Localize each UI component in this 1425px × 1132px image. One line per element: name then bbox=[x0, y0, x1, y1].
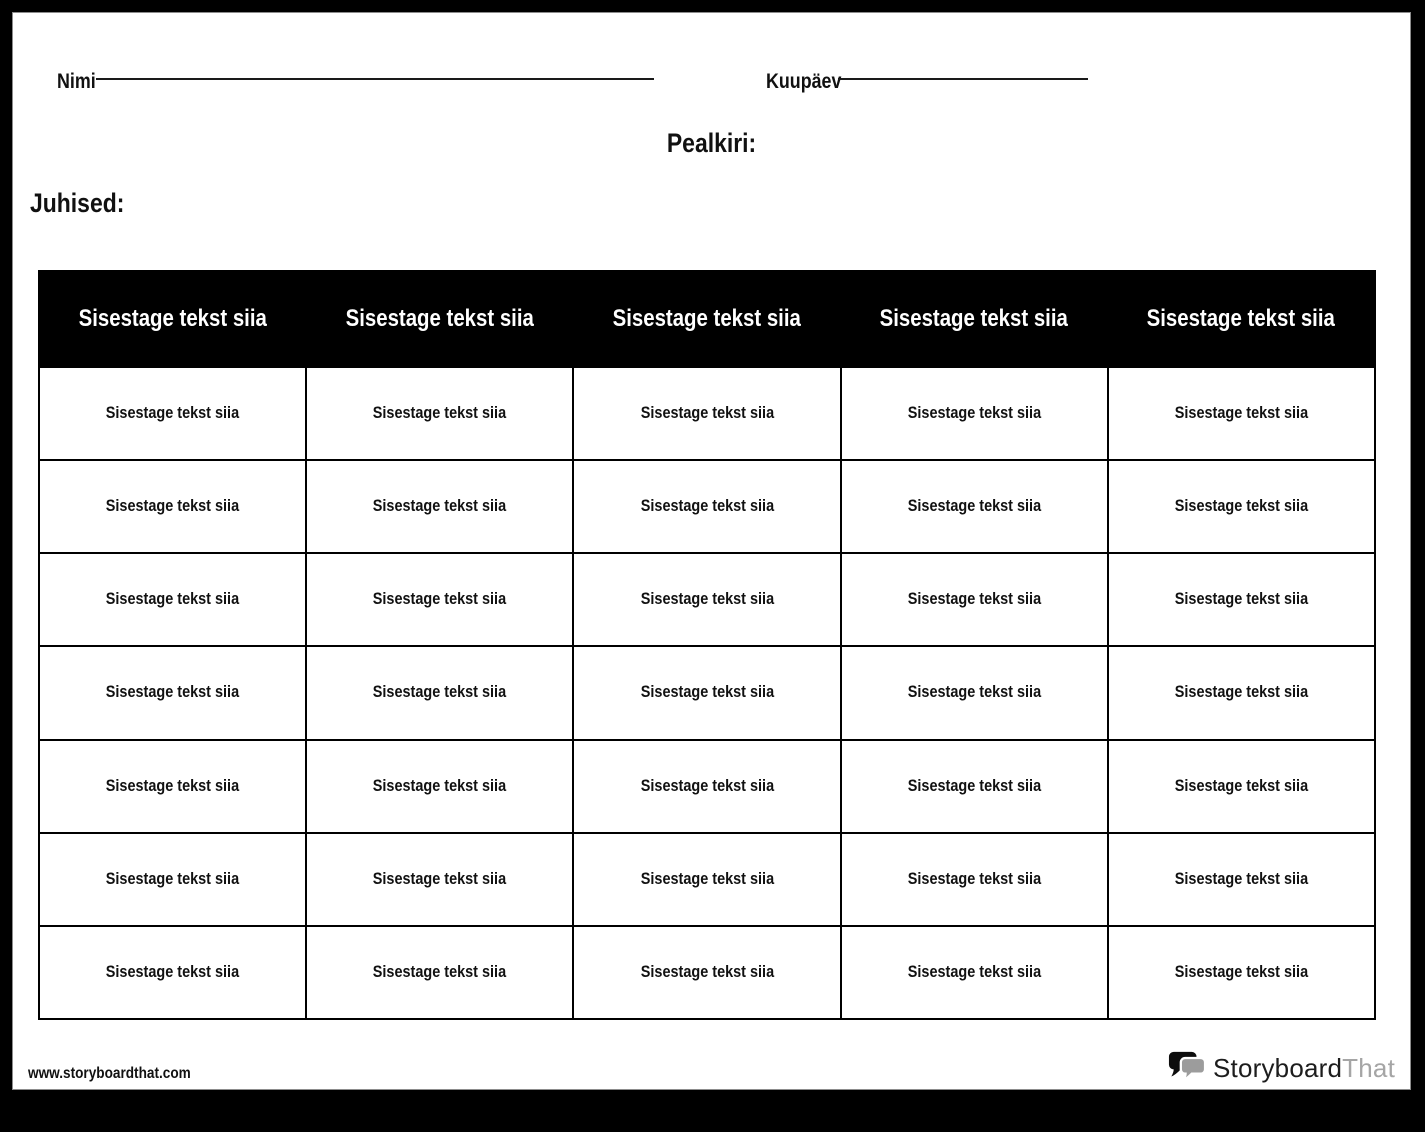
table-cell[interactable] bbox=[573, 460, 840, 553]
cell-text: Sisestage tekst siia bbox=[640, 961, 774, 981]
cell-text: Sisestage tekst siia bbox=[373, 775, 507, 795]
table-cell[interactable] bbox=[573, 553, 840, 646]
table-cell[interactable] bbox=[1108, 926, 1375, 1019]
name-field-label: Nimi bbox=[57, 70, 96, 93]
cell-text: Sisestage tekst siia bbox=[907, 775, 1041, 795]
date-field-label: Kuupäev bbox=[766, 70, 842, 93]
table-cell[interactable] bbox=[1108, 367, 1375, 460]
table-cell[interactable] bbox=[841, 740, 1108, 833]
header-cell-text: Sisestage tekst siia bbox=[880, 305, 1069, 332]
table-cell[interactable] bbox=[39, 367, 306, 460]
header-cell-text: Sisestage tekst siia bbox=[345, 305, 534, 332]
cell-text: Sisestage tekst siia bbox=[105, 589, 240, 609]
cell-text: Sisestage tekst siia bbox=[640, 496, 774, 516]
table-cell[interactable] bbox=[841, 926, 1108, 1019]
table-cell[interactable] bbox=[306, 740, 573, 833]
table-cell[interactable] bbox=[1108, 740, 1375, 833]
cell-text: Sisestage tekst siia bbox=[105, 961, 240, 981]
table-cell[interactable] bbox=[573, 367, 840, 460]
table-cell[interactable] bbox=[306, 367, 573, 460]
instructions-label: Juhised: bbox=[30, 188, 125, 218]
cell-text: Sisestage tekst siia bbox=[907, 868, 1041, 888]
cell-text: Sisestage tekst siia bbox=[640, 589, 774, 609]
table-cell[interactable] bbox=[841, 833, 1108, 926]
table-cell[interactable] bbox=[1108, 460, 1375, 553]
table-cell[interactable] bbox=[306, 646, 573, 739]
cell-text: Sisestage tekst siia bbox=[640, 682, 774, 702]
table-cell[interactable] bbox=[1108, 646, 1375, 739]
table-cell[interactable] bbox=[573, 740, 840, 833]
cell-text: Sisestage tekst siia bbox=[907, 496, 1041, 516]
table-cell[interactable] bbox=[39, 646, 306, 739]
table-cell[interactable] bbox=[573, 833, 840, 926]
table-cell[interactable] bbox=[39, 460, 306, 553]
name-input-line[interactable] bbox=[96, 58, 654, 80]
table-header-cell[interactable] bbox=[573, 271, 840, 367]
cell-text: Sisestage tekst siia bbox=[907, 589, 1041, 609]
cell-text: Sisestage tekst siia bbox=[373, 403, 507, 423]
table-cell[interactable] bbox=[306, 833, 573, 926]
table-cell[interactable] bbox=[39, 926, 306, 1019]
table-header-cell[interactable] bbox=[39, 271, 306, 367]
worksheet-table bbox=[38, 270, 1376, 1020]
table-row bbox=[39, 460, 1375, 553]
cell-text: Sisestage tekst siia bbox=[1174, 961, 1309, 981]
worksheet-page bbox=[12, 12, 1411, 1090]
cell-text: Sisestage tekst siia bbox=[1174, 868, 1309, 888]
table-cell[interactable] bbox=[573, 926, 840, 1019]
cell-text: Sisestage tekst siia bbox=[1174, 496, 1309, 516]
cell-text: Sisestage tekst siia bbox=[907, 403, 1041, 423]
table-cell[interactable] bbox=[841, 646, 1108, 739]
cell-text: Sisestage tekst siia bbox=[105, 403, 240, 423]
cell-text: Sisestage tekst siia bbox=[907, 961, 1041, 981]
cell-text: Sisestage tekst siia bbox=[373, 589, 507, 609]
cell-text: Sisestage tekst siia bbox=[373, 682, 507, 702]
storyboardthat-logo[interactable] bbox=[1168, 1051, 1395, 1084]
cell-text: Sisestage tekst siia bbox=[373, 961, 507, 981]
table-row bbox=[39, 553, 1375, 646]
cell-text: Sisestage tekst siia bbox=[907, 682, 1041, 702]
table-header-cell[interactable] bbox=[841, 271, 1108, 367]
table-header-cell[interactable] bbox=[306, 271, 573, 367]
cell-text: Sisestage tekst siia bbox=[105, 682, 240, 702]
table-cell[interactable] bbox=[39, 553, 306, 646]
logo-text-primary: Storyboard bbox=[1212, 1052, 1343, 1083]
cell-text: Sisestage tekst siia bbox=[640, 775, 774, 795]
speech-bubbles-icon bbox=[1168, 1051, 1206, 1084]
table-cell[interactable] bbox=[841, 367, 1108, 460]
table-cell[interactable] bbox=[39, 833, 306, 926]
table-cell[interactable] bbox=[841, 553, 1108, 646]
cell-text: Sisestage tekst siia bbox=[105, 775, 240, 795]
cell-text: Sisestage tekst siia bbox=[373, 868, 507, 888]
footer-url: www.storyboardthat.com bbox=[28, 1065, 191, 1082]
cell-text: Sisestage tekst siia bbox=[1174, 682, 1309, 702]
table-row bbox=[39, 833, 1375, 926]
table-cell[interactable] bbox=[841, 460, 1108, 553]
table-cell[interactable] bbox=[39, 740, 306, 833]
table-row bbox=[39, 740, 1375, 833]
table-cell[interactable] bbox=[306, 460, 573, 553]
table-row bbox=[39, 367, 1375, 460]
date-input-line[interactable] bbox=[838, 58, 1088, 80]
table-cell[interactable] bbox=[1108, 553, 1375, 646]
logo-text-secondary: That bbox=[1342, 1052, 1395, 1083]
page-title: Pealkiri: bbox=[666, 128, 757, 158]
cell-text: Sisestage tekst siia bbox=[105, 496, 240, 516]
table-cell[interactable] bbox=[573, 646, 840, 739]
cell-text: Sisestage tekst siia bbox=[1174, 403, 1309, 423]
header-cell-text: Sisestage tekst siia bbox=[1146, 305, 1335, 332]
table-header-row bbox=[39, 271, 1375, 367]
table-row bbox=[39, 646, 1375, 739]
table-cell[interactable] bbox=[1108, 833, 1375, 926]
cell-text: Sisestage tekst siia bbox=[1174, 589, 1309, 609]
cell-text: Sisestage tekst siia bbox=[640, 403, 774, 423]
table-cell[interactable] bbox=[306, 553, 573, 646]
table-header-cell[interactable] bbox=[1108, 271, 1375, 367]
logo-text bbox=[1212, 1052, 1395, 1083]
header-cell-text: Sisestage tekst siia bbox=[612, 305, 802, 332]
cell-text: Sisestage tekst siia bbox=[373, 496, 507, 516]
page-title-wrap bbox=[13, 128, 1410, 159]
cell-text: Sisestage tekst siia bbox=[1174, 775, 1309, 795]
cell-text: Sisestage tekst siia bbox=[105, 868, 240, 888]
header-cell-text: Sisestage tekst siia bbox=[78, 305, 268, 332]
cell-text: Sisestage tekst siia bbox=[640, 868, 774, 888]
table-row bbox=[39, 926, 1375, 1019]
table-cell[interactable] bbox=[306, 926, 573, 1019]
